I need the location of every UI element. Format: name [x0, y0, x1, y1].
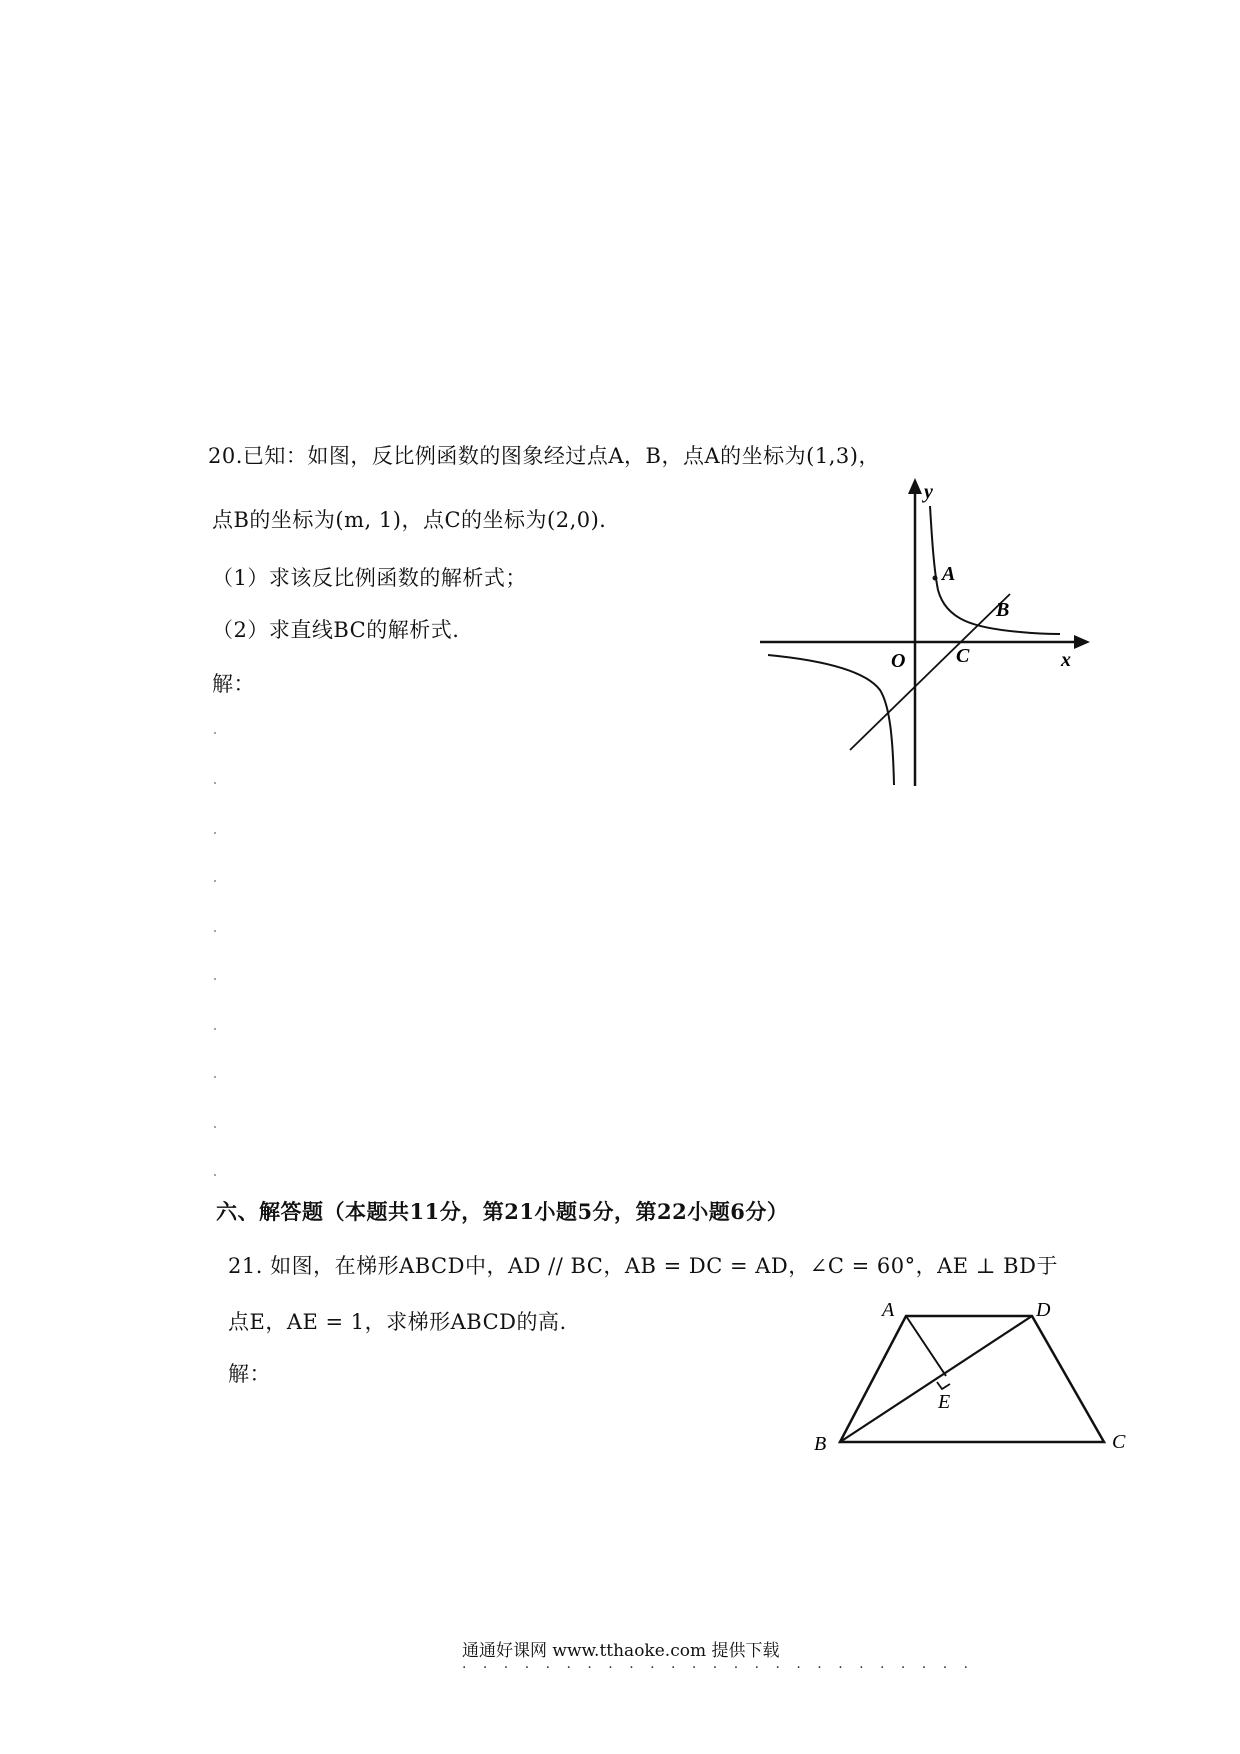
q21-figure [800, 1296, 1140, 1466]
q21-statement-line1: 21. 如图，在梯形ABCD中，AD // BC，AB = DC = AD，∠C = 60°，AE ⊥ BD于 [228, 1254, 1058, 1278]
footer-text: 通通好课网 www.tthaoke.com 提供下载 [462, 1641, 780, 1661]
answer-dot [214, 1076, 216, 1078]
label-o: O [891, 650, 906, 672]
section-6-title: 六、解答题（本题共11分，第21小题5分，第22小题6分） [216, 1199, 789, 1224]
answer-dot [214, 1028, 216, 1030]
x-axis-arrow [1074, 635, 1090, 649]
label-x: x [1061, 649, 1071, 671]
q21-answer-label: 解： [228, 1362, 271, 1386]
q21-statement-line2: 点E，AE = 1，求梯形ABCD的高. [228, 1310, 567, 1334]
q20-statement-line2: 点B的坐标为(m, 1)，点C的坐标为(2,0)． [212, 508, 621, 532]
label-a: A [942, 563, 956, 585]
line-bc [850, 594, 1010, 750]
q20-statement-line1: 20.已知：如图，反比例函数的图象经过点A，B，点A的坐标为(1,3)， [208, 444, 880, 468]
label-y: y [924, 481, 933, 503]
q20-figure [760, 470, 1100, 800]
diagonal-bd [840, 1316, 1032, 1442]
footer-dots: · · · · · · · · · · · · · · · · · · · · · · · · · [462, 1660, 975, 1676]
answer-dot [214, 978, 216, 980]
right-angle-mark [937, 1382, 950, 1389]
label-d: D [1036, 1299, 1051, 1321]
y-axis-arrow [908, 478, 922, 494]
answer-dot [214, 930, 216, 932]
answer-dot [214, 782, 216, 784]
label-b: B [814, 1433, 827, 1455]
answer-dot [214, 880, 216, 882]
answer-dot [214, 832, 216, 834]
trapezoid-abcd [840, 1316, 1104, 1442]
q20-subquestion-2: （2）求直线BC的解析式. [212, 618, 460, 642]
answer-dot [214, 1126, 216, 1128]
q20-answer-label: 解： [212, 672, 255, 696]
label-e: E [938, 1391, 951, 1413]
answer-dot [214, 732, 216, 734]
label-c: C [956, 645, 970, 667]
point-a [933, 576, 938, 581]
q20-subquestion-1: （1）求该反比例函数的解析式； [212, 566, 527, 590]
hyperbola-branch-2 [768, 655, 894, 785]
label-a: A [882, 1299, 895, 1321]
label-c: C [1112, 1431, 1126, 1453]
label-b: B [996, 599, 1010, 621]
answer-dot [214, 1174, 216, 1176]
segment-ae [906, 1316, 946, 1376]
